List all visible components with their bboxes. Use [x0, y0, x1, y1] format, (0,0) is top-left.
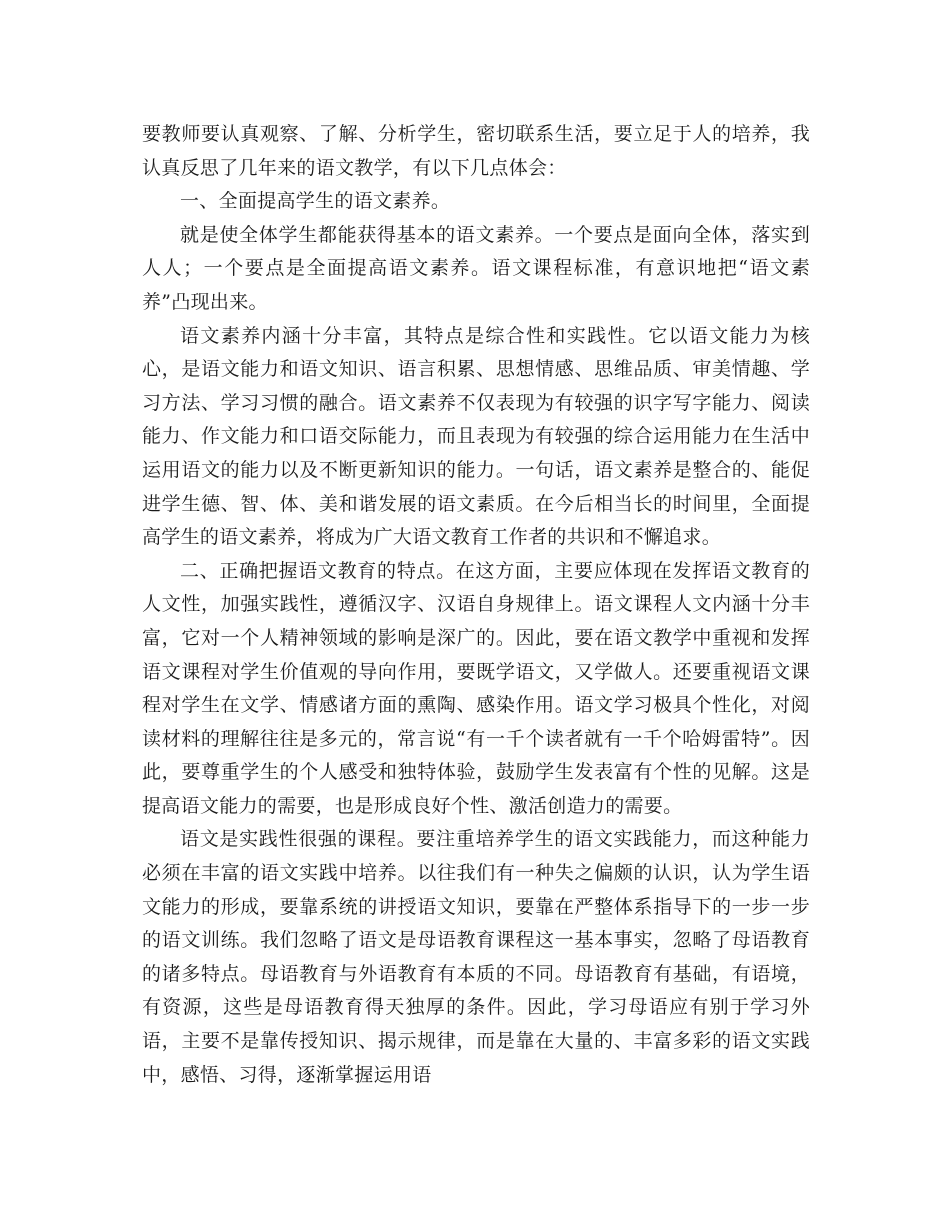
section-heading-1: 一、全面提高学生的语文素养。 — [180, 190, 451, 213]
paragraph-3: 语文素养内涵十分丰富，其特点是综合性和实践性。它以语文能力为核心，是语文能力和语文知识、语言积累、思想情感、思维品质、审美情趣、学习方法、学习习惯的融合。语文素养不仅表现为有较强的识字写字能力、阅读能力、作文能力和口语交际能力，而且表现为有较强的综合运用能力在生活中运用语文的能力以及不断更新知识的能力。一句话，语文素养是整合的、能促进学生德、智、体、美和谐发展的语文素质。在今后相当长的时间里，全面提高学生的语文素养，将成为广大语文教育工作者的共识和不懈追求。 — [142, 324, 810, 549]
document-body — [142, 118, 810, 1092]
paragraph-1: 要教师要认真观察、了解、分析学生，密切联系生活，要立足于人的培养，我认真反思了几年来的语文教学，有以下几点体会： — [142, 123, 810, 179]
paragraph-2: 就是使全体学生都能获得基本的语文素养。一个要点是面向全体，落实到人人；一个要点是全面提高语文素养。语文课程标准，有意识地把“语文素养”凸现出来。 — [142, 223, 810, 313]
paragraph-5: 语文是实践性很强的课程。要注重培养学生的语文实践能力，而这种能力必须在丰富的语文实践中培养。以往我们有一种失之偏颇的认识，认为学生语文能力的形成，要靠系统的讲授语文知识，要靠在严整体系指导下的一步一步的语文训练。我们忽略了语文是母语教育课程这一基本事实，忽略了母语教育的诸多特点。母语教育与外语教育有本质的不同。母语教育有基础，有语境，有资源，这些是母语教育得天独厚的条件。因此，学习母语应有别于学习外语，主要不是靠传授知识、揭示规律，而是靠在大量的、丰富多彩的语文实践中，感悟、习得，逐渐掌握运用语 — [142, 828, 810, 1086]
paragraph-4: 二、正确把握语文教育的特点。在这方面，主要应体现在发挥语文教育的人文性，加强实践性，遵循汉字、汉语自身规律上。语文课程人文内涵十分丰富，它对一个人精神领域的影响是深广的。因此，要在语文教学中重视和发挥语文课程对学生价值观的导向作用，要既学语文，又学做人。还要重视语文课程对学生在文学、情感诸方面的熏陶、感染作用。语文学习极具个性化，对阅读材料的理解往往是多元的，常言说“有一千个读者就有一千个哈姆雷特”。因此，要尊重学生的个人感受和独特体验，鼓励学生发表富有个性的见解。这是提高语文能力的需要，也是形成良好个性、激活创造力的需要。 — [142, 559, 810, 817]
